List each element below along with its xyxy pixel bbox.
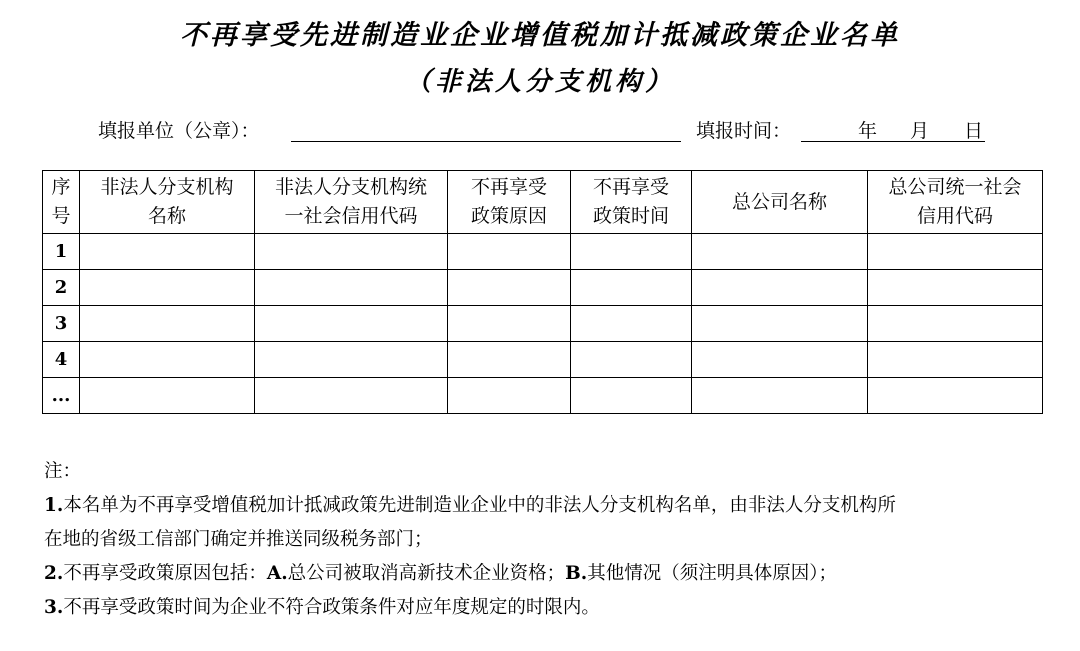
branch-credit-code-cell[interactable]	[255, 306, 448, 342]
hq-name-cell[interactable]	[692, 306, 868, 342]
header-text-line: 总公司统一社会	[888, 176, 1022, 198]
header-text-line: 名称	[147, 205, 186, 227]
note-text: 不再享受政策时间为企业不符合政策条件对应年度规定的时限内。	[63, 597, 600, 618]
note-text: 其他情况（须注明具体原因）；	[587, 563, 837, 584]
header-policy-reason	[448, 171, 571, 234]
header-branch-name	[80, 171, 255, 234]
header-text-line: 号	[51, 205, 71, 227]
option-marker: A.	[266, 563, 288, 584]
policy-time-cell[interactable]	[571, 342, 692, 378]
policy-time-cell[interactable]	[571, 378, 692, 414]
table-header-row	[43, 171, 1043, 234]
hq-credit-code-cell[interactable]	[868, 342, 1043, 378]
day-label: 日	[964, 120, 984, 142]
branch-name-cell[interactable]	[80, 378, 255, 414]
row-number: 4	[43, 342, 80, 378]
hq-credit-code-cell[interactable]	[868, 306, 1043, 342]
header-text-line: 政策时间	[592, 205, 669, 227]
filling-unit-field[interactable]	[291, 141, 681, 142]
header-hq-name	[692, 171, 868, 234]
policy-reason-cell[interactable]	[448, 306, 571, 342]
policy-time-cell[interactable]	[571, 270, 692, 306]
branch-credit-code-cell[interactable]	[255, 342, 448, 378]
row-number: 1	[43, 234, 80, 270]
header-text-line: 总公司名称	[731, 190, 827, 213]
row-number: ...	[43, 378, 80, 414]
filling-time-label: 填报时间：	[696, 120, 792, 142]
filling-time-field[interactable]	[801, 141, 985, 142]
header-text-line: 非法人分支机构统	[274, 176, 427, 198]
header-text-line: 一社会信用代码	[284, 205, 418, 227]
hq-credit-code-cell[interactable]	[868, 378, 1043, 414]
note-3	[44, 591, 1044, 625]
table-row	[43, 270, 1043, 306]
branch-name-cell[interactable]	[80, 342, 255, 378]
policy-time-cell[interactable]	[571, 234, 692, 270]
note-1	[44, 489, 1044, 523]
hq-credit-code-cell[interactable]	[868, 270, 1043, 306]
header-text-line: 非法人分支机构	[100, 176, 234, 198]
header-text-line: 不再享受	[592, 176, 669, 198]
notes-section	[44, 455, 1044, 625]
header-policy-time	[571, 171, 692, 234]
header-text-line: 不再享受	[470, 176, 547, 198]
hq-credit-code-cell[interactable]	[868, 234, 1043, 270]
note-1-continued: 在地的省级工信部门确定并推送同级税务部门；	[44, 529, 433, 550]
header-text-line: 信用代码	[916, 205, 993, 227]
branch-credit-code-cell[interactable]	[255, 234, 448, 270]
header-serial-no	[43, 171, 80, 234]
option-marker: B.	[565, 563, 588, 584]
header-text-line: 序	[51, 176, 71, 198]
policy-reason-cell[interactable]	[448, 234, 571, 270]
hq-name-cell[interactable]	[692, 378, 868, 414]
row-number: 2	[43, 270, 80, 306]
hq-name-cell[interactable]	[692, 234, 868, 270]
branch-credit-code-cell[interactable]	[255, 270, 448, 306]
branch-name-cell[interactable]	[80, 234, 255, 270]
header-text-line: 政策原因	[470, 205, 547, 227]
table-row	[43, 234, 1043, 270]
branch-credit-code-cell[interactable]	[255, 378, 448, 414]
notes-heading: 注：	[44, 461, 82, 482]
policy-time-cell[interactable]	[571, 306, 692, 342]
note-text: 总公司被取消高新技术企业资格；	[287, 563, 566, 584]
row-number: 3	[43, 306, 80, 342]
policy-reason-cell[interactable]	[448, 342, 571, 378]
note-number: 3.	[44, 597, 64, 618]
table-row	[43, 378, 1043, 414]
hq-name-cell[interactable]	[692, 342, 868, 378]
branch-name-cell[interactable]	[80, 306, 255, 342]
table-row	[43, 342, 1043, 378]
policy-reason-cell[interactable]	[448, 378, 571, 414]
note-2	[44, 557, 1044, 591]
policy-reason-cell[interactable]	[448, 270, 571, 306]
document-subtitle: （非法人分支机构）	[404, 67, 675, 97]
filling-unit-label: 填报单位（公章）：	[98, 120, 260, 142]
hq-name-cell[interactable]	[692, 270, 868, 306]
note-number: 1.	[44, 495, 64, 516]
table-row	[43, 306, 1043, 342]
note-number: 2.	[44, 563, 64, 584]
document-title: 不再享受先进制造业企业增值税加计抵减政策企业名单	[180, 20, 900, 51]
year-label: 年	[858, 120, 878, 142]
header-branch-credit-code	[255, 171, 448, 234]
branch-name-cell[interactable]	[80, 270, 255, 306]
header-hq-credit-code	[868, 171, 1043, 234]
note-text: 本名单为不再享受增值税加计抵减政策先进制造业企业中的非法人分支机构名单，由非法人分支机构所	[63, 495, 896, 516]
note-text: 不再享受政策原因包括：	[63, 563, 267, 584]
month-label: 月	[910, 120, 930, 142]
branch-list-table	[42, 170, 1043, 414]
